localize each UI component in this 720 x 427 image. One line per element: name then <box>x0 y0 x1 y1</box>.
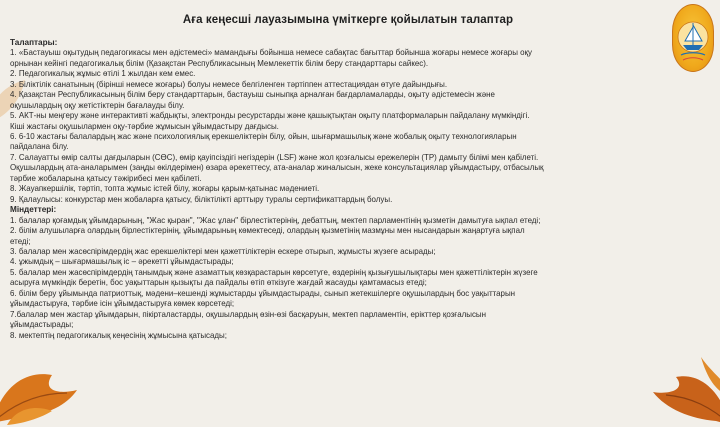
duties-line: 2. білім алушыларға олардың бірлестіктерінің, ұйымдарының көмектеседі, олардың қызметінің мазмұны мен нысандарын жаңартуға ықпал <box>10 226 525 236</box>
requirements-line: тәрбие жобаларына қатысу тәжірибесі мен қабілеті. <box>10 173 202 183</box>
requirements-line: Кіші жастағы оқушылармен оқу-тәрбие жұмысын ұйымдастыру дағдысы. <box>10 121 279 131</box>
requirements-line: 1. «Бастауыш оқытудың педагогикасы мен әдістемесі» мамандығы бойынша немесе сабақтас бағыттар бойынша жоғары немесе жоғары оқу <box>10 48 532 58</box>
requirements-heading: Талаптары: <box>10 38 58 47</box>
requirements-line: 3. Біліктілік санатының (бірінші немесе жоғары) болуы немесе белгіленген тәртіппен аттестациядан өтуге дайындығы. <box>10 79 448 89</box>
page-title: Аға кеңесші лауазымына үміткерге қойылатын талаптар <box>182 14 514 26</box>
duties-line: 1. балалар қоғамдық ұйымдарының, "Жас қыран", "Жас ұлан" бірлестіктерінің, дебаттың, мектеп парламентінің қызметін дамытуға ықпал етеді; <box>10 215 541 225</box>
duties-line: 8. мектептің педагогикалық кеңесінің жұмысына қатысады; <box>10 330 227 340</box>
requirements-line: Оқушылардың ата-аналарымен (заңды өкілдерімен) өзара әрекеттесу, ата-аналар жиналысын, жеке консультациялар ұйымдастыру, отбасылық <box>10 163 544 173</box>
requirements-line: пайдалана білу. <box>10 142 69 152</box>
document-body <box>10 6 686 341</box>
requirements-line: 6. 6-10 жастағы балалардың жас және психологиялық ерекшеліктерін білу, ойын, шығармашылық және жобалық оқыту технологияларын <box>10 132 517 142</box>
autumn-leaf-icon <box>0 345 92 425</box>
duties-line: 4. ұжымдық – шығармашылық іс – әрекетті ұйымдастырады; <box>10 257 234 267</box>
autumn-leaf-icon <box>641 337 720 427</box>
requirements-line: 9. Қалаулысы: конкурстар мен жобаларға қатысу, біліктілікті арттыру туралы сертификаттардың болуы. <box>10 194 393 204</box>
requirements-line: орнынан кейінгі педагогикалық білім (Қазақстан Республикасының Мемлекеттік білім беру стандарттары сайкес). <box>10 58 429 68</box>
requirements-line: 8. Жауапкершілік, тәртіп, топта жұмыс істей білу, жоғары қарым-қатынас мәдениеті. <box>10 184 320 194</box>
duties-heading: Міндеттері: <box>10 205 57 215</box>
requirements-line: оқушылардың оқу жетістіктерін бағалауды білу. <box>10 100 185 110</box>
duties-line: ұйымдастыруға, тәрбие ісін ұйымдастыруға көмек көрсетеді; <box>10 299 235 309</box>
duties-line: 7.балалар мен жастар ұйымдарын, пікірталастарды, оқушылардың өзін-өзі басқаруын, мектеп парламентін, ерікттер қозғалысын <box>10 309 487 319</box>
duties-line: етеді; <box>10 236 31 246</box>
duties-line: 3. балалар мен жасөспірімдердің жас ерекшеліктері мен қажеттіліктерін ескере отырып, жұмысты жүзеге асырады; <box>10 246 436 256</box>
duties-line: ұйымдастырады; <box>10 320 74 330</box>
duties-line: асыруға мүмкіндік беретін, бос уақыттарын қызықты да пайдалы өтіп өткізуге жағдай жасауды қамтамасыз етеді; <box>10 278 427 288</box>
duties-line: 5. балалар мен жасөспірімдердің танымдық және азаматтық көзқарастарын көрсетуге, өздерінің қызығушылықтары мен қажеттіліктерін жүзеге <box>10 267 538 277</box>
requirements-line: 7. Салауатты өмір салты дағдыларын (СӨС), өмір қауіпсіздігі негіздерін (LSF) және жол қозғалысы ережелерін (ТР) дамыту білімі мен қабілеті. <box>10 152 539 162</box>
requirements-line: 4. Қазақстан Республикасының білім беру стандарттарын, бастауыш сыныпқа арналған бағдарламаларды, оқыту әдістемесін және <box>10 90 495 100</box>
requirements-line: 5. АКТ-ны меңгеру және интерактивті жабдықты, электронды ресурстарды және қашықтықтан оқыту платформаларын пайдалану мүмкіндігі. <box>10 111 530 121</box>
requirements-line: 2. Педагогикалық жұмыс өтілі 1 жылдан кем емес. <box>10 69 196 79</box>
duties-line: 6. білім беру ұйымында патриоттық, мәдени–кешенді жұмыстарды ұйымдастырады, сынып жетекшілерге оқушылардың бос уақыттарын <box>10 288 516 298</box>
